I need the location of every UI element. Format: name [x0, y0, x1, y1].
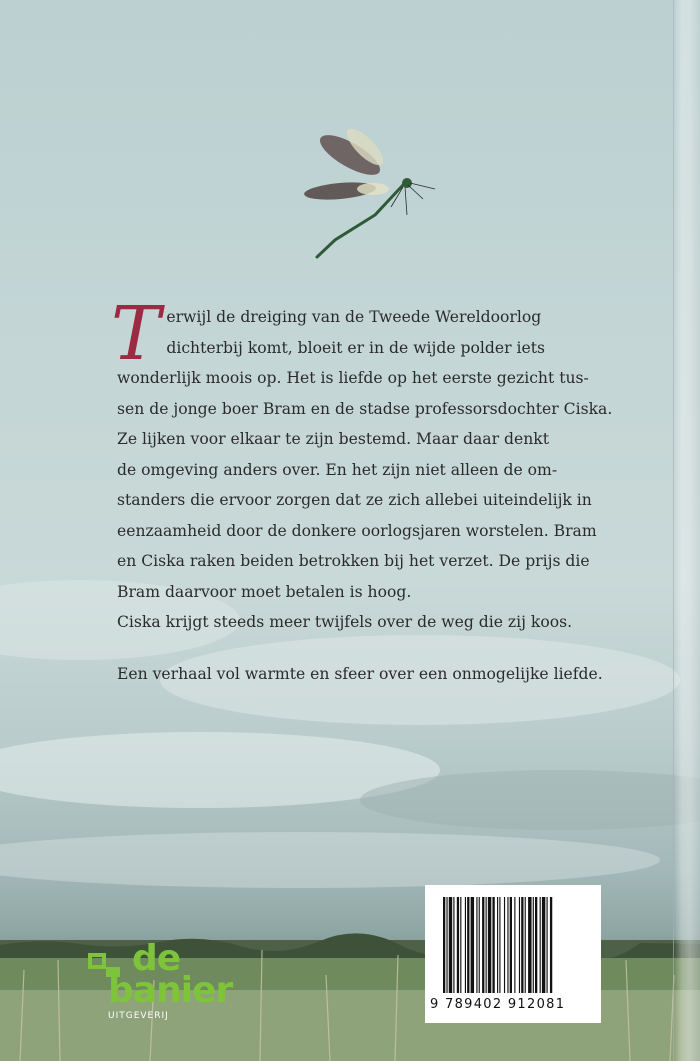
- blurb-line: de omgeving anders over. En het zijn niet alleen de om-: [117, 460, 558, 479]
- barcode-bar: [519, 897, 520, 993]
- barcode-bar: [467, 897, 469, 993]
- back-cover-blurb: [111, 291, 633, 638]
- blurb-line: Bram daarvoor moet betalen is hoog.: [117, 582, 412, 601]
- blurb-line: eenzaamheid door de donkere oorlogsjaren worstelen. Bram: [117, 521, 597, 540]
- blurb-line: wonderlijk moois op. Het is liefde op het eerste gezicht tus-: [117, 369, 589, 387]
- blurb-line: sen de jonge boer Bram en de stadse professorsdochter Ciska.: [117, 399, 613, 418]
- barcode-bar: [453, 897, 454, 993]
- barcode-bar: [471, 897, 474, 993]
- blurb-line: Ze lijken voor elkaar te zijn bestemd. Maar daar denkt: [117, 430, 549, 448]
- blurb-line: erwijl de dreiging van de Tweede Wereldoorlog: [166, 308, 542, 326]
- barcode-bar: [521, 897, 523, 993]
- barcode-bar: [533, 897, 534, 993]
- barcode-bar: [457, 897, 459, 993]
- drop-cap: T: [111, 291, 161, 377]
- publisher-name-line1: de: [132, 938, 181, 979]
- barcode-bar: [460, 897, 461, 993]
- isbn-barcode: [425, 885, 601, 1023]
- barcode-bar: [492, 897, 494, 993]
- blurb-line: Ciska krijgt steeds meer twijfels over de weg die zij koos.: [117, 613, 573, 631]
- barcode-bar: [486, 897, 487, 993]
- tagline: Een verhaal vol warmte en sfeer over een onmogelijke liefde.: [117, 665, 603, 683]
- barcode-bar: [542, 897, 545, 993]
- barcode-bar: [528, 897, 531, 993]
- barcode-bar: [443, 897, 445, 993]
- dragonfly-image: [295, 125, 445, 265]
- barcode-bar: [482, 897, 484, 993]
- isbn-digits: 789402 912081: [445, 997, 566, 1012]
- barcode-bar: [446, 897, 447, 993]
- barcode-bar: [540, 897, 541, 993]
- barcode-bar: [488, 897, 491, 993]
- barcode-bar: [449, 897, 452, 993]
- barcode-bars: [443, 897, 589, 1001]
- barcode-bar: [499, 897, 500, 993]
- barcode-bar: [525, 897, 526, 993]
- blurb-line: en Ciska raken beiden betrokken bij het verzet. De prijs die: [117, 552, 590, 570]
- blurb-line: dichterbij komt, bloeit er in de wijde polder iets: [166, 338, 546, 357]
- barcode-bar: [476, 897, 477, 993]
- barcode-bar: [465, 897, 466, 993]
- barcode-bar: [514, 897, 515, 993]
- barcode-bar: [510, 897, 512, 993]
- barcode-bar: [504, 897, 505, 993]
- barcode-bar: [507, 897, 508, 993]
- barcode-bar: [550, 897, 552, 993]
- publisher-subtitle: UITGEVERIJ: [108, 1011, 169, 1021]
- isbn-leading-digit: 9: [430, 997, 439, 1012]
- blurb-line: standers die ervoor zorgen dat ze zich allebei uiteindelijk in: [117, 491, 592, 509]
- book-spine-edge: [673, 0, 700, 1061]
- barcode-bar: [547, 897, 548, 993]
- publisher-logo: [88, 938, 248, 1025]
- barcode-bar: [479, 897, 480, 993]
- publisher-name-line2: banier: [108, 970, 233, 1011]
- barcode-bar: [497, 897, 498, 993]
- barcode-bar: [535, 897, 537, 993]
